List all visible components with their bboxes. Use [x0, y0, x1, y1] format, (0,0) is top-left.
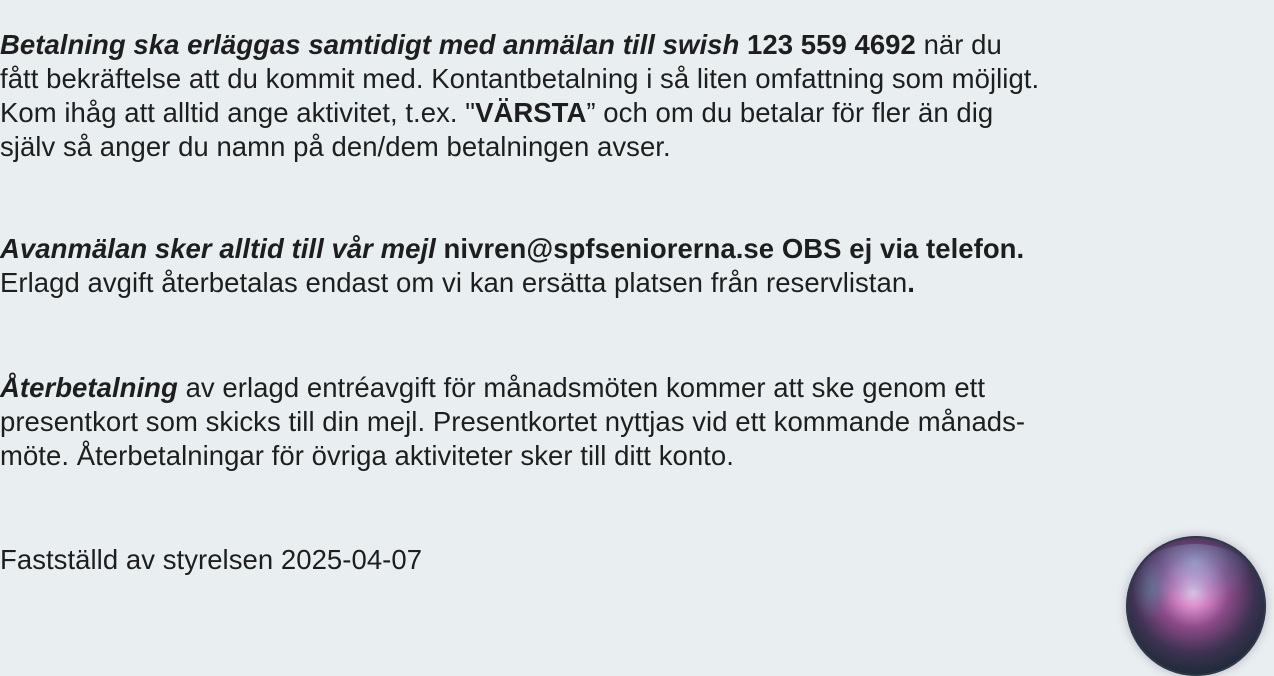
- payment-line-1-rest: när du: [915, 29, 1002, 60]
- refund-condition: Erlagd avgift återbetalas endast om vi kan ersätta platsen från reservlistan: [0, 267, 908, 298]
- cancellation-line-1: [0, 232, 1270, 266]
- refund-line-1-rest: av erlagd entréavgift för månadsmöten kommer att ske genom ett: [177, 372, 986, 403]
- payment-line-3-end: ” och om du betalar för fler än dig: [586, 97, 994, 128]
- payment-line-3-start: Kom ihåg att alltid ange aktivitet, t.ex. ": [0, 97, 476, 128]
- payment-line-3: [0, 96, 1270, 130]
- payment-paragraph: [0, 28, 1270, 164]
- document-body: [0, 26, 1270, 577]
- no-phone-notice: OBS ej via telefon.: [774, 233, 1025, 264]
- established-date-note: Fastställd av styrelsen 2025-04-07: [0, 544, 423, 575]
- cancellation-line-2: [0, 266, 1270, 300]
- payment-heading: Betalning ska erläggas samtidigt med anmälan till swish: [0, 29, 748, 60]
- siri-orb-icon[interactable]: [1126, 536, 1266, 676]
- payment-line-2: fått bekräftelse att du kommit med. Kontantbetalning i så liten omfattning som möjligt.: [0, 63, 1040, 94]
- payment-line-1: [0, 28, 1270, 62]
- refund-condition-period: .: [907, 267, 915, 298]
- refund-heading: Återbetalning: [0, 372, 178, 403]
- swish-number: 123 559 4692: [747, 29, 916, 60]
- contact-email: nivren@spfseniorerna.se: [443, 233, 775, 264]
- refund-line-1: [0, 371, 1270, 405]
- refund-line-2: presentkort som skicks till din mejl. Presentkortet nyttjas vid ett kommande månads-: [0, 406, 1026, 437]
- cancellation-paragraph: [0, 232, 1270, 300]
- refund-paragraph: [0, 371, 1270, 473]
- payment-line-4: själv så anger du namn på den/dem betalningen avser.: [0, 131, 671, 162]
- cancellation-heading: Avanmälan sker alltid till vår mejl: [0, 233, 444, 264]
- activity-example: VÄRSTA: [475, 97, 587, 128]
- refund-line-3: möte. Återbetalningar för övriga aktiviteter sker till ditt konto.: [0, 440, 734, 471]
